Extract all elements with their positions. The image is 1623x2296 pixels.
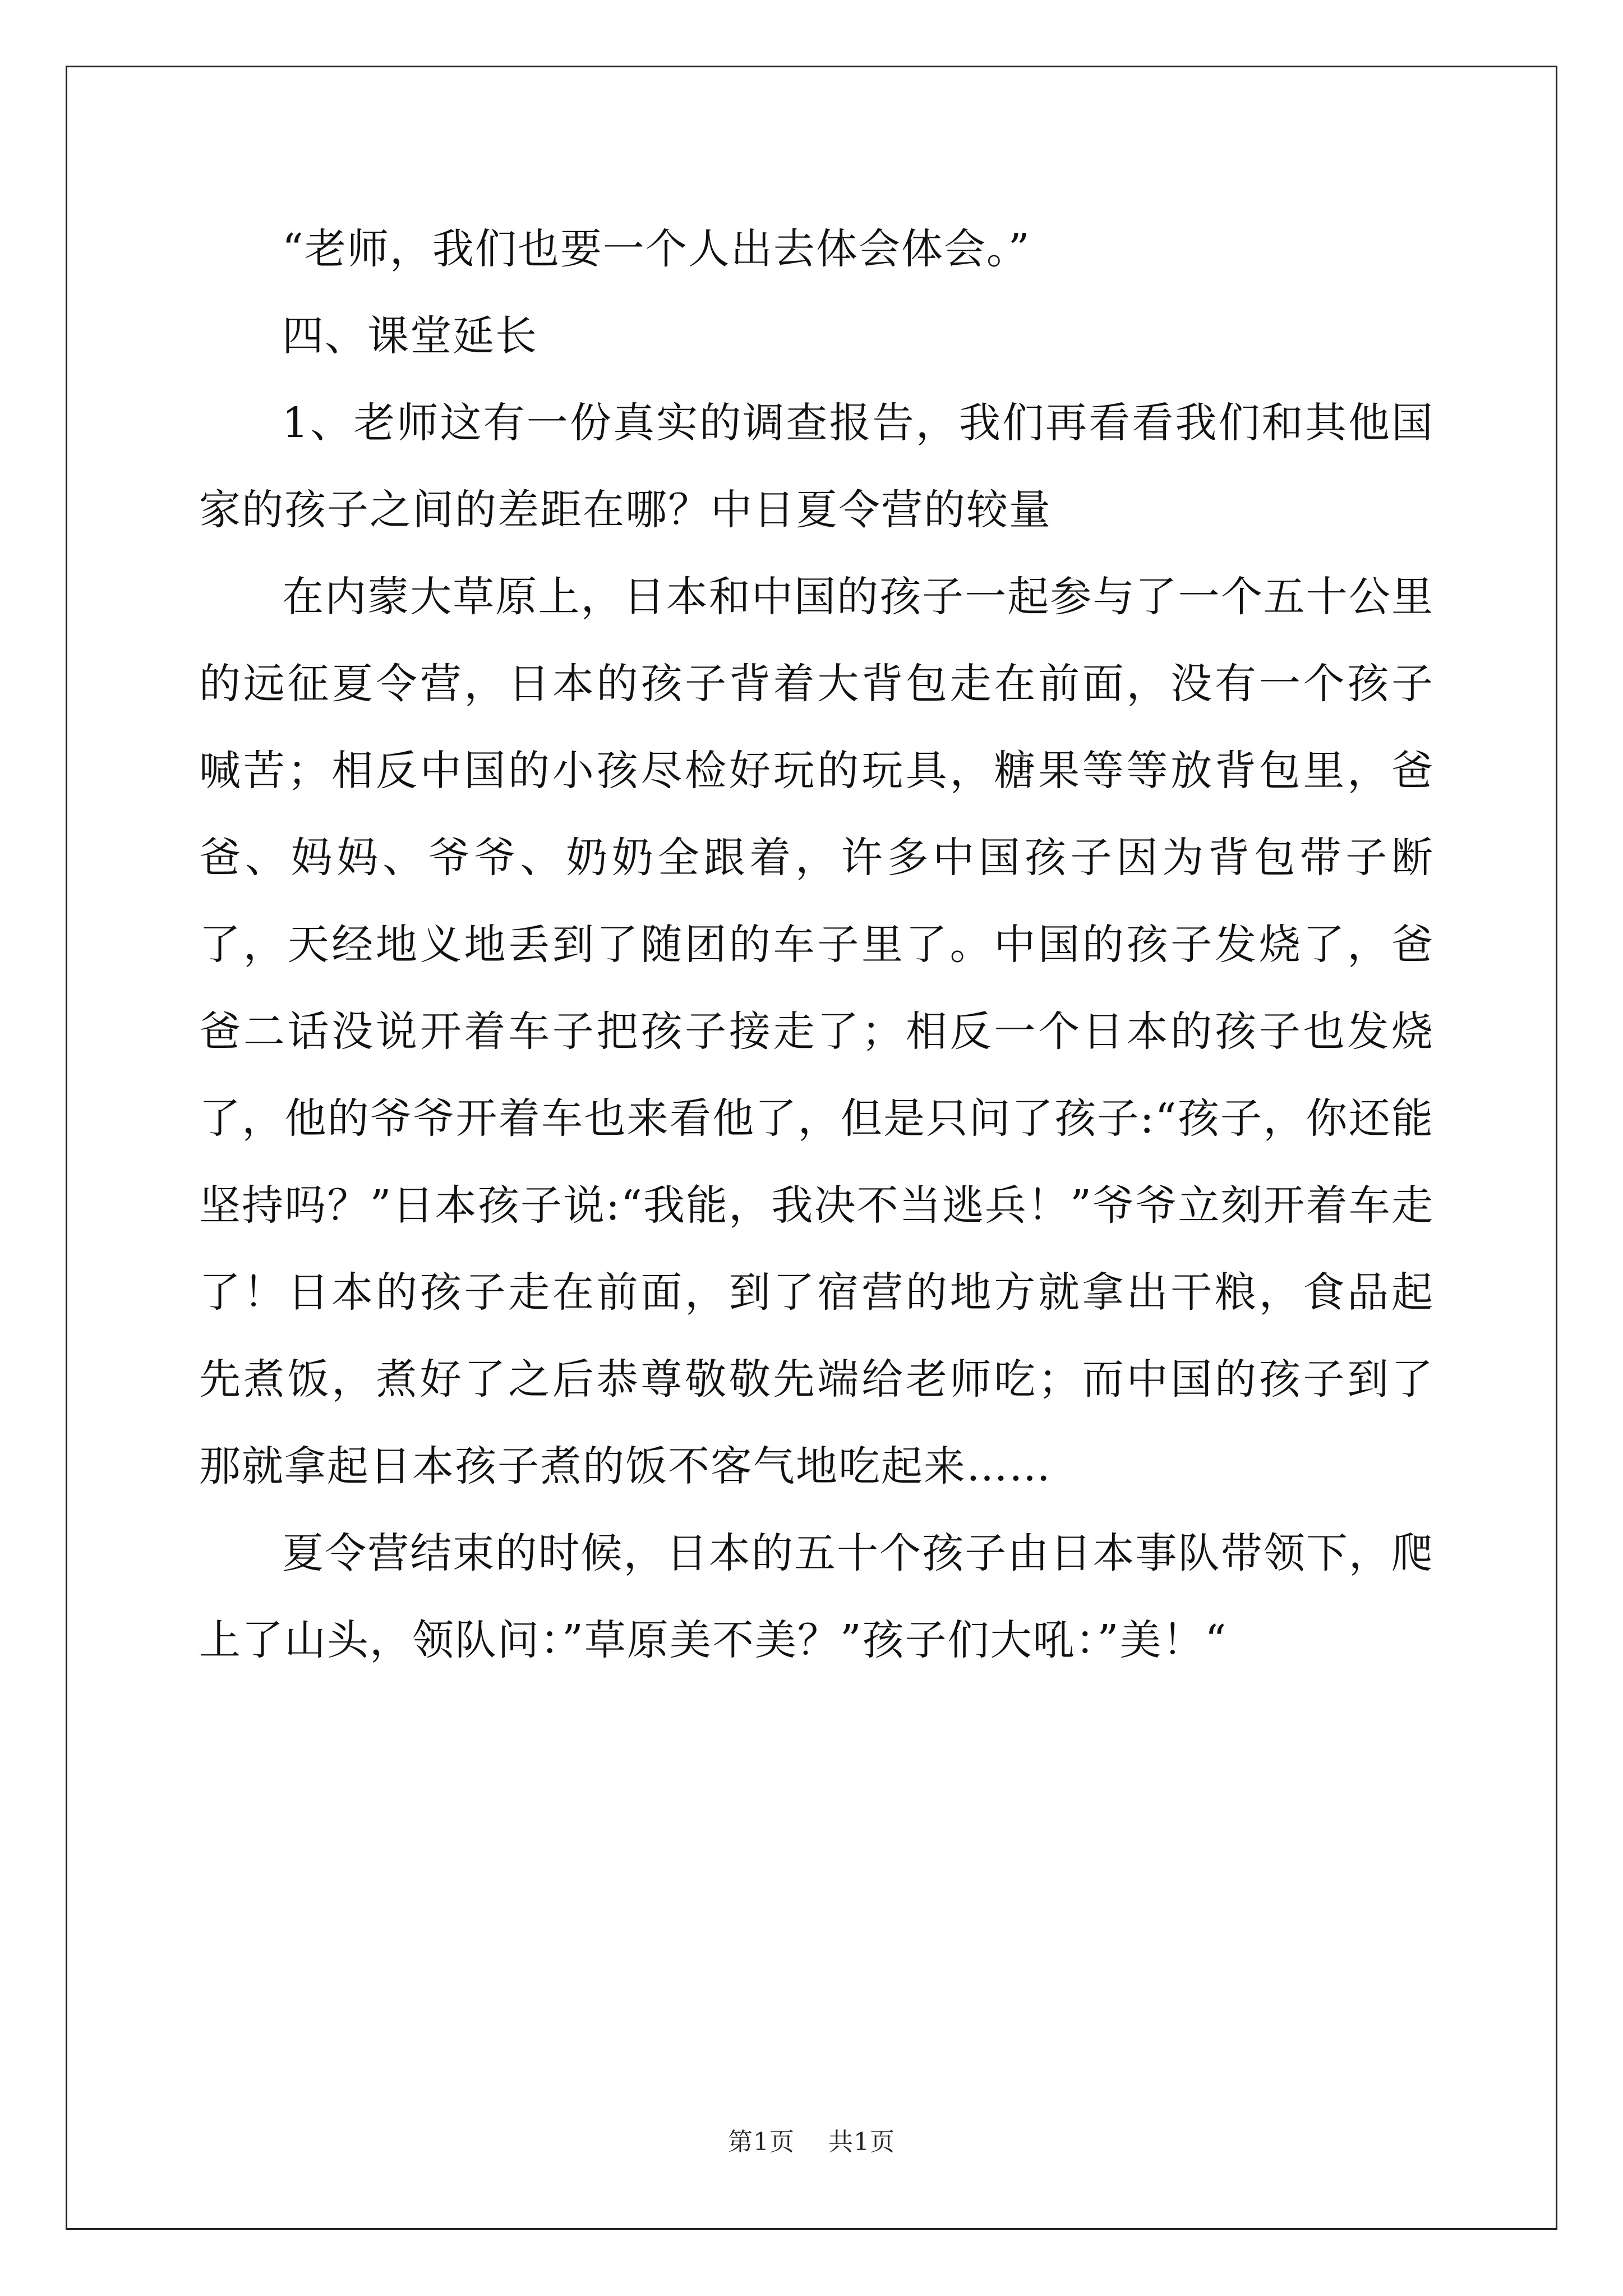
paragraph-report-intro: 1、老师这有一份真实的调查报告，我们再看看我们和其他国家的孩子之间的差距在哪？中日夏令营的较量 (199, 399, 1434, 534)
page-number: 第1页 (728, 2128, 795, 2156)
paragraph-quote: “老师，我们也要一个人出去体会体会。” (282, 225, 1031, 273)
paragraph-camp-story: 在内蒙大草原上，日本和中国的孩子一起参与了一个五十公里的远征夏令营，日本的孩子背着大背包走在前面，没有一个孩子喊苦；相反中国的小孩尽检好玩的玩具，糖果等等放背包里，爸爸、妈妈、爷爷、奶奶全跟着，许多中国孩子因为背包带子断了，天经地义地丢到了随团的车子里了。中国的孩子发烧了，爸爸二话没说开着车子把孩子接走了；相反一个日本的孩子也发烧了，他的爷爷开着车也来看他了，但是只问了孩子:“孩子，你还能坚持吗？”日本孩子说:“我能，我决不当逃兵！”爷爷立刻开着车走了！日本的孩子走在前面，到了宿营的地方就拿出干粮，食品起先煮饭，煮好了之后恭尊敬敬先端给老师吃；而中国的孩子到了那就拿起日本孩子煮的饭不客气地吃起来…… (199, 573, 1434, 1490)
paragraph-camp-ending: 夏令营结束的时候，日本的五十个孩子由日本事队带领下，爬上了山头，领队问：”草原美不美？”孩子们大吼：”美！“ (199, 1529, 1434, 1664)
section-heading: 四、课堂延长 (282, 312, 538, 360)
page-footer (0, 2122, 1623, 2157)
page-total: 共1页 (828, 2128, 895, 2156)
document-body (199, 206, 1434, 1684)
